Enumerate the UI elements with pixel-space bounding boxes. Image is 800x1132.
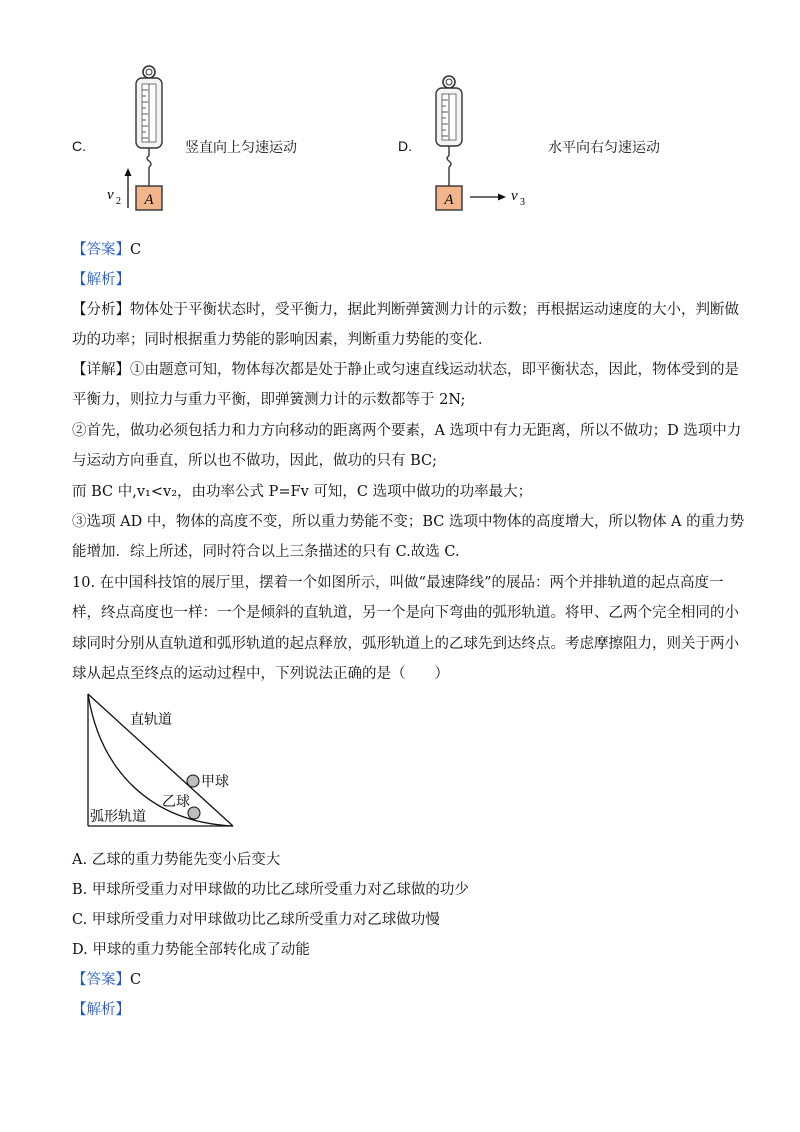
q9-detail-line4: 与运动方向垂直，所以也不做功，因此，做功的只有 BC; (72, 453, 438, 469)
q9-detail-line1: 【详解】①由题意可知，物体每次都是处于静止或匀速直线运动状态，即平衡状态，因此，物体受到的是 (72, 362, 739, 378)
option-d-letter: D. (398, 138, 412, 154)
label-ball-jia: 甲球 (201, 775, 229, 790)
q9-fenxi-line1: 【分析】物体处于平衡状态时，受平衡力，据此判断弹簧测力计的示数；再根据运动速度的大小，判断做 (72, 302, 739, 318)
q10-stem-line3: 球同时分别从直轨道和弧形轨道的起点释放，弧形轨道上的乙球先到达终点。考虑摩擦阻力，则关于两小 (72, 636, 739, 652)
q10-answer: 【答案】C (72, 972, 142, 988)
q9-detail-line2: 平衡力，则拉力与重力平衡，即弹簧测力计的示数都等于 2N; (72, 392, 466, 408)
label-ball-yi: 乙球 (162, 795, 190, 810)
svg-text:v: v (511, 188, 518, 204)
label-straight-track: 直轨道 (130, 713, 172, 728)
q10-option-a: A. 乙球的重力势能先变小后变大 (72, 852, 281, 868)
option-c-letter: C. (72, 138, 86, 154)
ball-jia (187, 775, 199, 787)
q10-option-c: C. 甲球所受重力对甲球做功比乙球所受重力对乙球做功慢 (72, 912, 440, 928)
arrow-up-icon (125, 168, 132, 176)
arrow-right-icon (498, 194, 506, 201)
option-c-figure (100, 62, 180, 218)
svg-text:v: v (107, 187, 114, 203)
q10-option-d: D. 甲球的重力势能全部转化成了动能 (72, 942, 310, 958)
q10-stem-line1: 10. 在中国科技馆的展厅里，摆着一个如图所示，叫做“最速降线”的展品：两个并排轨道的起点高度一 (72, 575, 724, 591)
q10-stem-line2: 样，终点高度也一样：一个是倾斜的直轨道，另一个是向下弯曲的弧形轨道。将甲、乙两个完全相同的小 (72, 605, 739, 621)
hook-icon (447, 156, 451, 167)
q10-stem-line4: 球从起点至终点的运动过程中，下列说法正确的是（ ） (72, 666, 449, 682)
hook-icon (147, 156, 151, 167)
q9-fenxi-line2: 功的功率；同时根据重力势能的影响因素，判断重力势能的变化． (72, 332, 493, 348)
q9-detail-line5: 而 BC 中,v₁<v₂，由功率公式 P=Fv 可知，C 选项中做功的功率最大； (72, 484, 533, 500)
q9-answer: 【答案】C (72, 242, 142, 258)
q10-figure (80, 690, 250, 835)
label-curved-track: 弧形轨道 (90, 810, 146, 825)
svg-text:2: 2 (116, 196, 121, 207)
option-d-figure (420, 72, 540, 218)
hook-ring (443, 76, 455, 88)
option-d-caption: 水平向右匀速运动 (548, 140, 660, 156)
q10-option-b: B. 甲球所受重力对甲球做的功比乙球所受重力对乙球做的功少 (72, 882, 469, 898)
hook-ring (143, 66, 155, 78)
svg-text:3: 3 (520, 197, 525, 208)
q9-detail-line7: 能增加．综上所述，同时符合以上三条描述的只有 C.故选 C. (72, 544, 460, 560)
q10-analysis-tag: 【解析】 (72, 1002, 130, 1018)
option-c-caption: 竖直向上匀速运动 (185, 140, 297, 156)
q9-analysis-tag: 【解析】 (72, 272, 130, 288)
q9-detail-line3: ②首先，做功必须包括力和力方向移动的距离两个要素，A 选项中有力无距离，所以不做功；D 选项中力 (72, 423, 742, 439)
q9-detail-line6: ③选项 AD 中，物体的高度不变，所以重力势能不变；BC 选项中物体的高度增大，所以物体 A 的重力势 (72, 514, 745, 530)
block-label: A (144, 192, 154, 208)
block-label: A (444, 192, 454, 208)
